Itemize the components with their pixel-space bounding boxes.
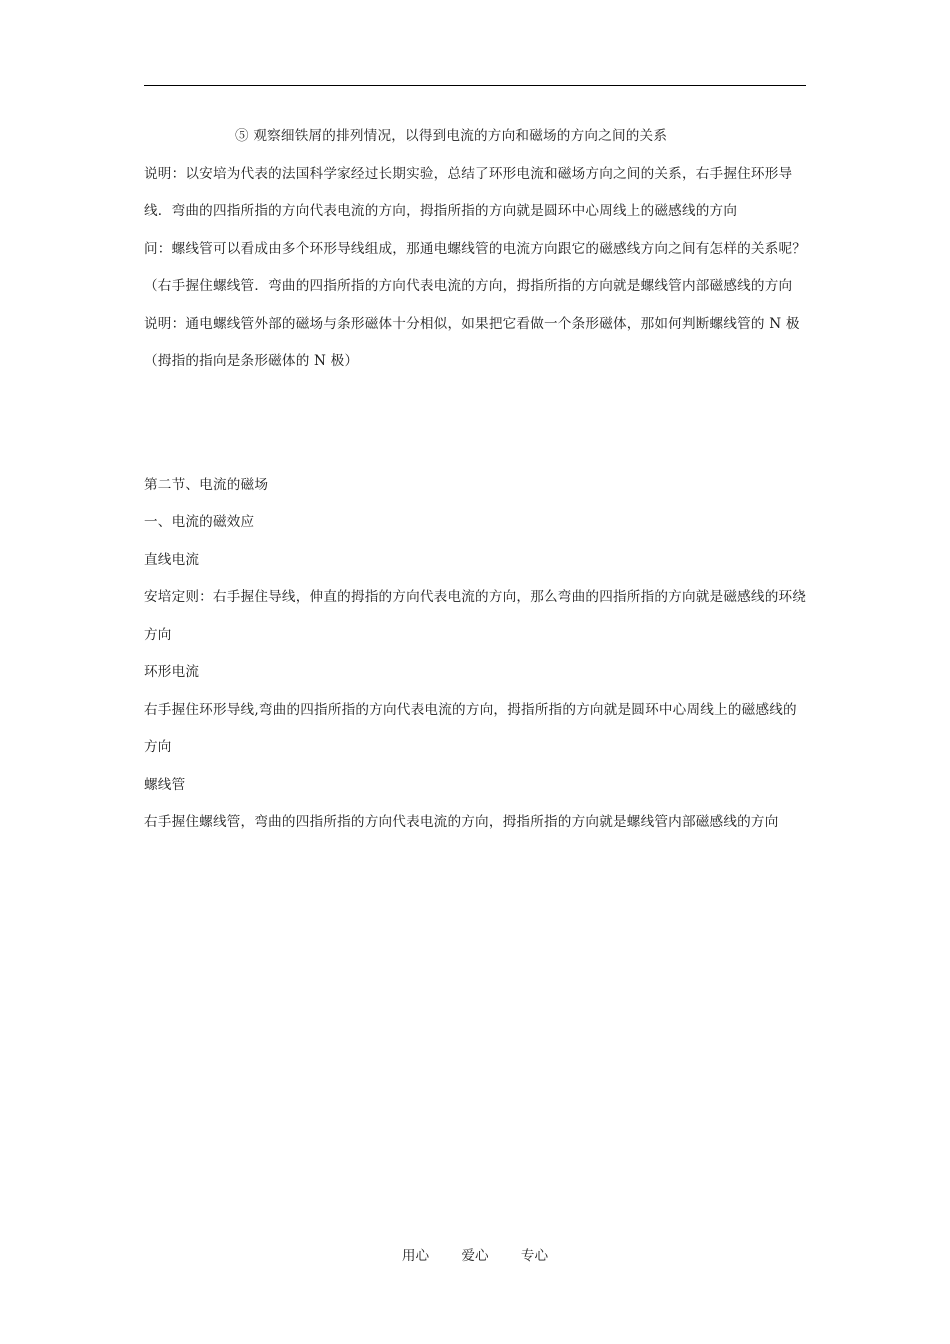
question-paragraph: 问：螺线管可以看成由多个环形导线组成，那通电螺线管的电流方向跟它的磁感线方向之间有怎样的关系呢？（右手握住螺线管．弯曲的四指所指的方向代表电流的方向，拇指所指的方向就是螺线管内部磁感线的方向 [144,240,807,294]
rule-paragraph: 右手握住环形导线,弯曲的四指所指的方向代表电流的方向，拇指所指的方向就是圆环中心周线上的磁感线的方向 [144,701,797,755]
topic-heading: 螺线管 [144,776,186,793]
section-title: 第二节、电流的磁场 [144,476,269,493]
footer-item: 用心 [401,1248,430,1264]
header-rule [144,85,806,86]
page-footer [0,1246,950,1266]
footer-item: 爱心 [461,1248,489,1264]
explanation-paragraph: 说明：以安培为代表的法国科学家经过长期实验，总结了环形电流和磁场方向之间的关系，右手握住环形导线．弯曲的四指所指的方向代表电流的方向，拇指所指的方向就是圆环中心周线上的磁感线的方向 [144,165,793,219]
explanation-paragraph: 说明：通电螺线管外部的磁场与条形磁体十分相似，如果把它看做一个条形磁体，那如何判断螺线管的 N 极（拇指的指向是条形磁体的 N 极） [144,315,800,369]
rule-paragraph: 安培定则：右手握住导线，伸直的拇指的方向代表电流的方向，那么弯曲的四指所指的方向就是磁感线的环绕方向 [144,589,807,643]
topic-heading: 环形电流 [144,664,200,680]
observation-step: ⑤ 观察细铁屑的排列情况，以得到电流的方向和磁场的方向之间的关系 [235,128,668,144]
subsection-title: 一、电流的磁效应 [144,514,255,530]
document-body [144,118,808,842]
topic-heading: 直线电流 [144,551,200,568]
footer-item: 专心 [520,1248,549,1264]
section-gap [144,381,808,467]
rule-paragraph: 右手握住螺线管，弯曲的四指所指的方向代表电流的方向，拇指所指的方向就是螺线管内部磁感线的方向 [144,814,779,830]
